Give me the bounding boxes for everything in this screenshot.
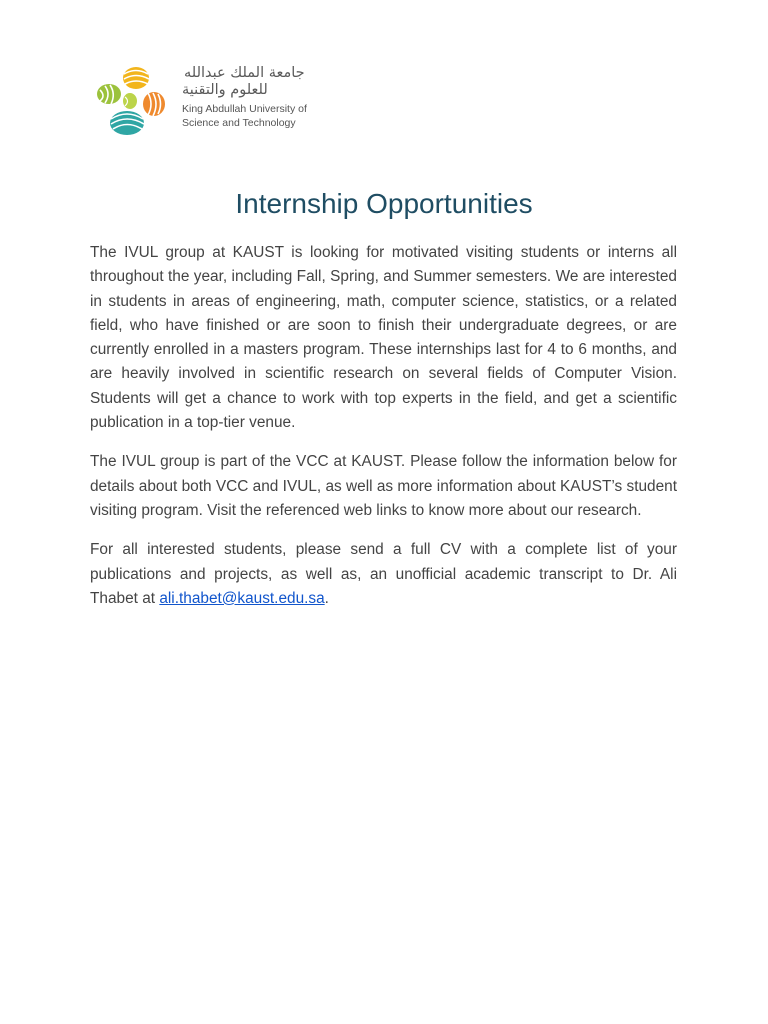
kaust-logo-icon (96, 63, 168, 137)
logo-english-line-2: Science and Technology (182, 116, 296, 129)
logo-green-shell (97, 84, 121, 104)
logo-orange-shell (143, 92, 165, 116)
logo-arabic-line-1: جامعة الملك عبدالله (184, 65, 305, 81)
paragraph-contact (90, 538, 677, 611)
contact-text: For all interested students, please send a full CV with a complete list of your publications and projects, as well as, an unofficial academic transcript to Dr. Ali Thabet at (90, 541, 677, 607)
logo-yellow-shell (123, 67, 149, 89)
paragraph-intro: The IVUL group at KAUST is looking for motivated visiting students or interns all throughout the year, including Fall, Spring, and Summer semesters. We are interested in students in areas of engineering, math, computer science, statistics, or a related field, who have finished or are soon to finish their undergraduate degrees, or are currently enrolled in a masters program. These internships last for 4 to 6 months, and are heavily involved in scientific research on several fields of Computer Vision. Students will get a chance to work with top experts in the field, and get a scientific publication in a top-tier venue. (90, 244, 677, 432)
logo-arabic-line-2: للعلوم والتقنية (182, 82, 268, 98)
paragraph-vcc: The IVUL group is part of the VCC at KAUST. Please follow the information below for details about both VCC and IVUL, as well as more information about KAUST’s student visiting program. Visit the referenced web links to know more about our research. (90, 453, 677, 519)
logo-center-shell (123, 93, 137, 109)
logo-english-line-1: King Abdullah University of (182, 103, 307, 115)
logo-wordmark (182, 65, 342, 130)
email-link[interactable]: ali.thabet@kaust.edu.sa (159, 589, 325, 607)
logo-teal-shell (110, 111, 144, 135)
contact-period: . (324, 589, 329, 607)
document-body (90, 241, 677, 626)
kaust-logo (96, 63, 336, 143)
page-title: Internship Opportunities (235, 188, 533, 219)
